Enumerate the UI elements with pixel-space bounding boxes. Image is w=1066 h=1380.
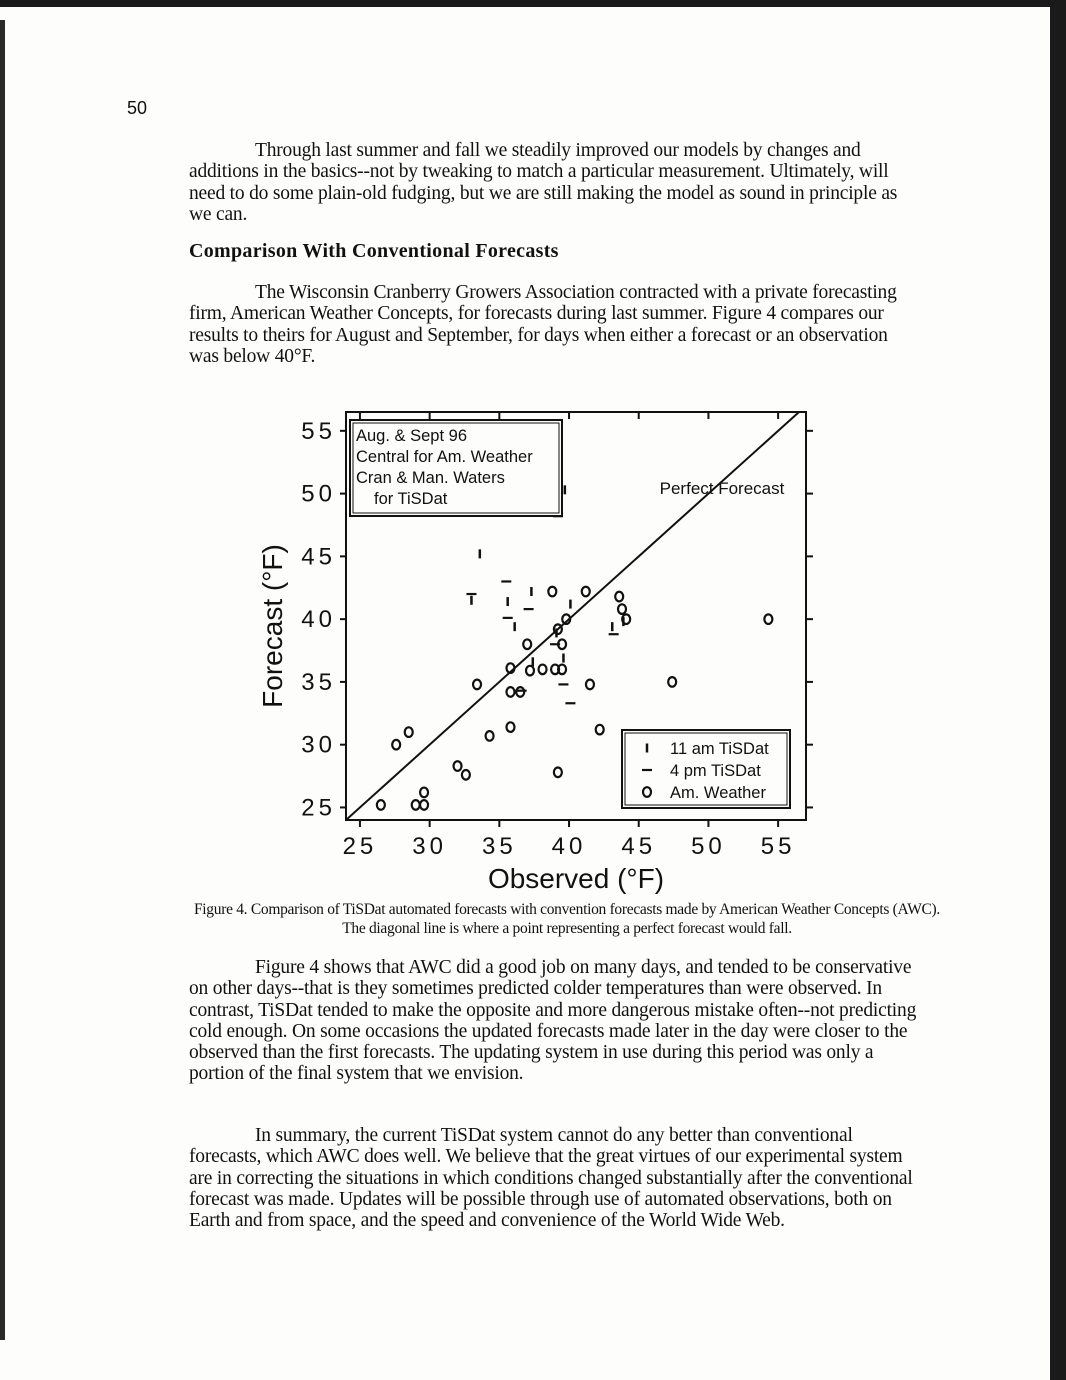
- am-weather-point: [405, 727, 413, 737]
- am-weather-point: [526, 666, 534, 676]
- y-axis-label: Forecast (°F): [257, 544, 288, 708]
- am-weather-point: [596, 725, 604, 735]
- am-weather-point: [586, 680, 594, 690]
- am-weather-point: [454, 761, 462, 771]
- am-weather-point: [506, 722, 514, 732]
- info-box-line: Cran & Man. Waters: [356, 469, 505, 487]
- x-tick-label: 40: [551, 833, 587, 860]
- y-tick-label: 50: [301, 480, 336, 508]
- am-weather-point: [764, 614, 772, 624]
- info-box-line: for TiSDat: [374, 490, 448, 508]
- x-tick-label: 25: [342, 833, 378, 860]
- am-weather-point: [506, 687, 514, 697]
- x-tick-label: 30: [412, 833, 447, 860]
- chart-svg: [250, 400, 830, 900]
- paragraph-awc-contract: The Wisconsin Cranberry Growers Association contracted with a private forecasting firm, American Weather Concepts, for forecasts during last summer. Figure 4 compares our results to theirs for August and September, for days when either a forecast or an observation was below 40°F.: [189, 282, 897, 367]
- am-weather-point: [420, 788, 428, 798]
- am-weather-point: [582, 587, 590, 597]
- am-weather-point: [668, 677, 676, 687]
- paragraph-figure-discussion: Figure 4 shows that AWC did a good job on many days, and tended to be conservative on other days--that is they sometimes predicted colder temperatures than were observed. In contrast, TiSDat tended to make the opposite and more dangerous mistake often--not predicting cold enough. On some occasions the updated forecasts made later in the day were closer to the observed than the first forecasts. The updating system in use during this period was only a portion of the final system that we envision.: [189, 957, 917, 1085]
- y-tick-label: 45: [301, 543, 336, 571]
- am-weather-point: [618, 604, 626, 614]
- y-tick-label: 40: [301, 606, 336, 634]
- section-heading: Comparison With Conventional Forecasts: [189, 240, 559, 262]
- scan-top-edge: [0, 0, 1066, 7]
- x-tick-label: 35: [481, 833, 517, 860]
- paragraph-model-improvements: Through last summer and fall we steadily improved our models by changes and additions in the basics--not by tweaking to match a particular measurement. Ultimately, will need to do some plain-old fudging, but we are still making the model as sound in principle as we can.: [189, 140, 898, 225]
- chart-layer: [257, 412, 813, 894]
- caption-label: Figure 4.: [193, 901, 248, 918]
- caption-text: Comparison of TiSDat automated forecasts with convention forecasts made by American Weather Concepts (AWC). The diagonal line is where a point representing a perfect forecast would fall.: [250, 901, 940, 937]
- am-weather-point: [615, 592, 623, 602]
- x-tick-label: 55: [760, 833, 796, 860]
- x-tick-label: 45: [621, 833, 657, 860]
- am-weather-point: [462, 770, 470, 780]
- paragraph-summary: In summary, the current TiSDat system cannot do any better than conventional forecasts, which AWC does well. We believe that the great virtues of our experimental system are in correcting the situations in which conditions changed substantially after the conventional forecast was made. Updates will be possible through use of automated observations, both on Earth and from space, and the speed and convenience of the World Wide Web.: [189, 1125, 913, 1232]
- perfect-forecast-label: Perfect Forecast: [659, 479, 785, 498]
- scan-left-edge: [0, 20, 5, 1340]
- info-box-line: Central for Am. Weather: [356, 448, 533, 466]
- page-number: 50: [127, 98, 148, 118]
- legend-label: 4 pm TiSDat: [670, 762, 761, 780]
- x-tick-label: 50: [691, 833, 726, 860]
- am-weather-point: [392, 740, 400, 750]
- x-axis-label: Observed (°F): [487, 863, 665, 894]
- am-weather-point: [539, 665, 547, 675]
- am-weather-point: [473, 680, 481, 690]
- y-tick-label: 25: [301, 794, 336, 822]
- y-tick-label: 55: [301, 417, 336, 445]
- figure-caption: [189, 900, 945, 938]
- legend-label: 11 am TiSDat: [670, 740, 769, 758]
- y-tick-label: 35: [301, 668, 336, 696]
- figure-4-scatter-chart: [250, 400, 830, 900]
- am-weather-point: [420, 800, 428, 810]
- am-weather-point: [377, 800, 385, 810]
- am-weather-point: [516, 687, 524, 697]
- am-weather-point: [412, 800, 420, 810]
- am-weather-point: [548, 587, 556, 597]
- am-weather-point: [554, 767, 562, 777]
- info-box-line: Aug. & Sept 96: [356, 427, 467, 445]
- scan-right-edge: [1050, 0, 1066, 1380]
- y-tick-label: 30: [301, 731, 336, 759]
- am-weather-point: [486, 731, 494, 741]
- am-weather-point: [523, 639, 531, 649]
- legend-label: Am. Weather: [670, 784, 766, 802]
